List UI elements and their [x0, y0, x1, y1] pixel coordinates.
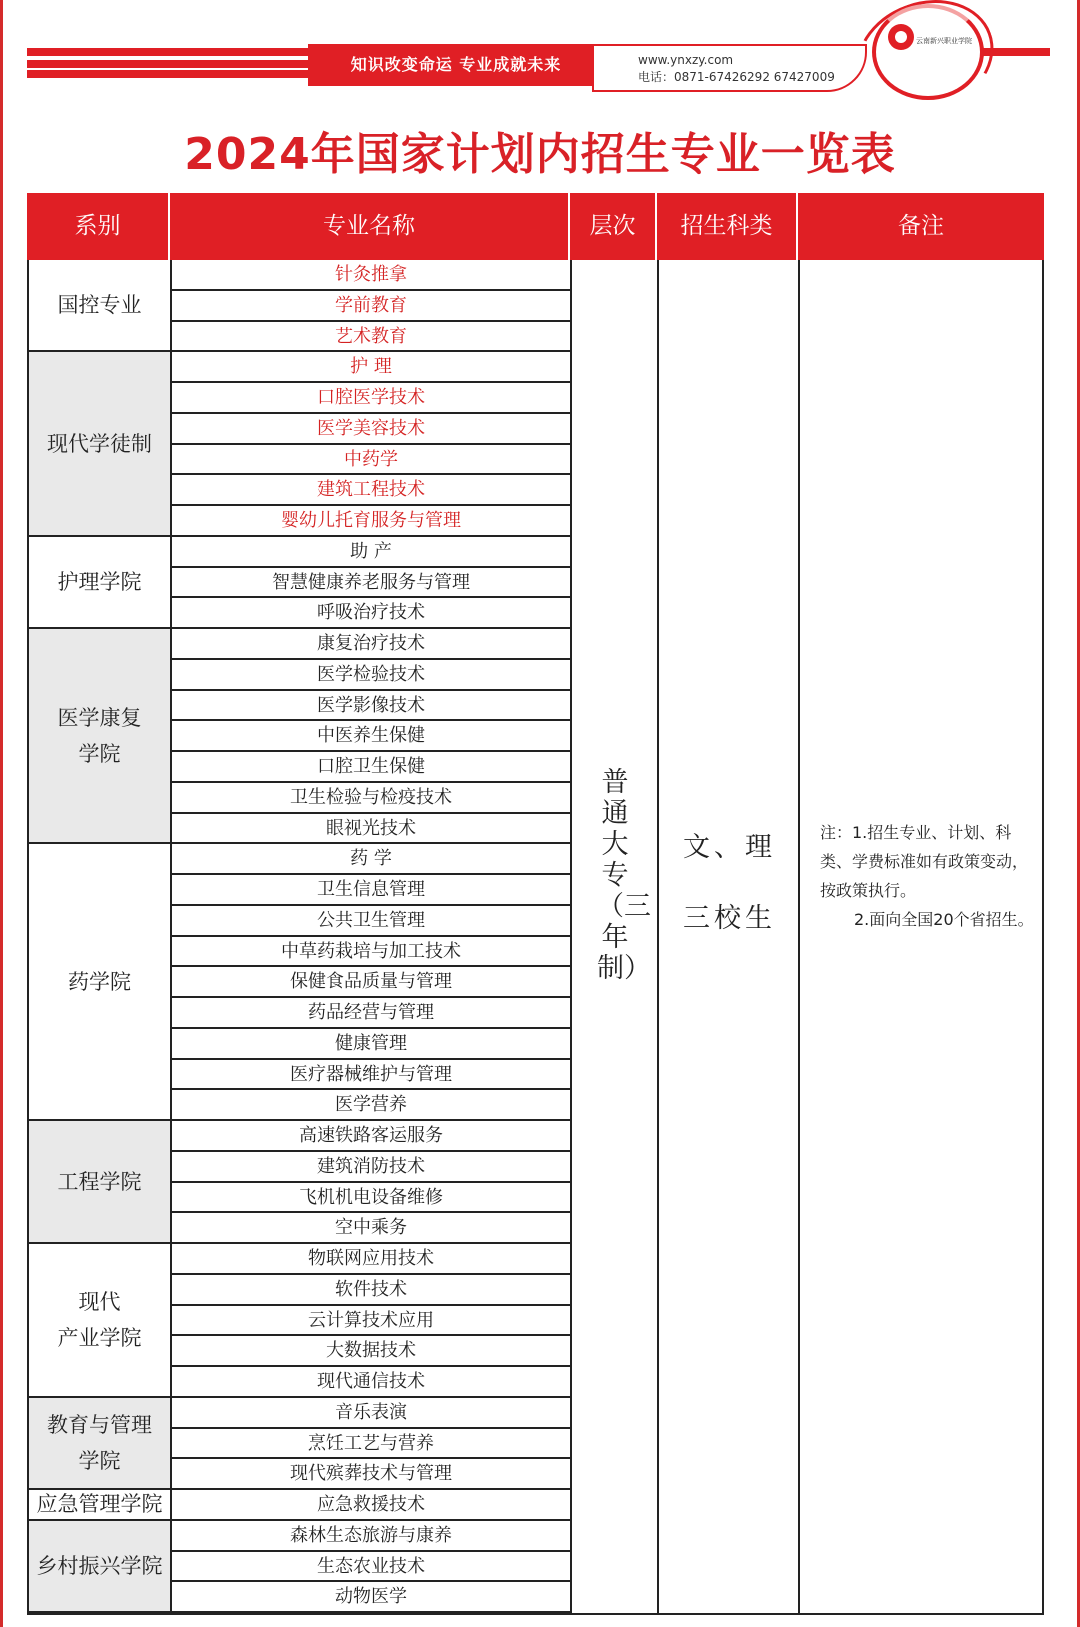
major-cell: 康复治疗技术 [172, 629, 572, 660]
major-cell: 药品经营与管理 [172, 998, 572, 1029]
header-stripe [27, 60, 312, 68]
major-cell: 口腔卫生保健 [172, 752, 572, 783]
major-cell: 生态农业技术 [172, 1552, 572, 1583]
department-cell: 工程学院 [29, 1121, 172, 1244]
note-text [820, 818, 1035, 934]
major-cell: 婴幼儿托育服务与管理 [172, 506, 572, 537]
major-cell: 智慧健康养老服务与管理 [172, 568, 572, 599]
major-cell: 建筑工程技术 [172, 475, 572, 506]
header-major: 专业名称 [170, 193, 570, 260]
major-cell: 助 产 [172, 537, 572, 568]
major-cell: 中药学 [172, 445, 572, 476]
category-column [659, 260, 800, 1613]
major-cell: 口腔医学技术 [172, 383, 572, 414]
major-cell: 保健食品质量与管理 [172, 967, 572, 998]
note-line-2: 2.面向全国20个省招生。 [854, 910, 1034, 929]
major-cell: 飞机机电设备维修 [172, 1183, 572, 1214]
phone-text: 电话：0871-67426292 67427009 [638, 70, 835, 84]
major-cell: 森林生态旅游与康养 [172, 1521, 572, 1552]
major-cell: 大数据技术 [172, 1336, 572, 1367]
major-cell: 护 理 [172, 352, 572, 383]
note-column [800, 260, 1044, 1613]
major-cell: 音乐表演 [172, 1398, 572, 1429]
note-line-1: 注：1.招生专业、计划、科类、学费标准如有政策变动，按政策执行。 [820, 823, 1029, 900]
page-title: 2024年国家计划内招生专业一览表 [184, 129, 896, 180]
department-cell: 教育与管理 学院 [29, 1398, 172, 1490]
department-cell: 乡村振兴学院 [29, 1521, 172, 1613]
major-cell: 学前教育 [172, 291, 572, 322]
major-cell: 动物医学 [172, 1582, 572, 1613]
major-cell: 烹饪工艺与营养 [172, 1429, 572, 1460]
table-header [27, 193, 1044, 260]
website-text: www.ynxzy.com [638, 53, 734, 67]
major-cell: 卫生信息管理 [172, 875, 572, 906]
major-cell: 眼视光技术 [172, 814, 572, 845]
major-cell: 医学检验技术 [172, 660, 572, 691]
department-cell: 国控专业 [29, 260, 172, 352]
header-note: 备注 [898, 213, 944, 239]
header-stripe [27, 70, 317, 78]
table-body [27, 260, 1044, 1615]
major-cell: 中医养生保健 [172, 721, 572, 752]
major-cell: 针灸推拿 [172, 260, 572, 291]
major-cell: 呼吸治疗技术 [172, 598, 572, 629]
category-secondary: 三校生 [683, 903, 776, 934]
major-cell: 建筑消防技术 [172, 1152, 572, 1183]
department-cell: 应急管理学院 [29, 1490, 172, 1521]
major-cell: 现代殡葬技术与管理 [172, 1459, 572, 1490]
contact-info [592, 44, 867, 92]
department-cell: 护理学院 [29, 537, 172, 629]
major-cell: 现代通信技术 [172, 1367, 572, 1398]
header-category: 招生科类 [657, 193, 798, 260]
department-cell: 现代学徒制 [29, 352, 172, 537]
major-cell: 医学营养 [172, 1090, 572, 1121]
department-cell: 医学康复 学院 [29, 629, 172, 844]
major-cell: 医疗器械维护与管理 [172, 1060, 572, 1091]
major-cell: 软件技术 [172, 1275, 572, 1306]
level-text: 普通大专（三年制） [597, 767, 651, 984]
header-department: 系别 [27, 193, 170, 260]
major-cell: 应急救援技术 [172, 1490, 572, 1521]
category-primary: 文、理 [683, 832, 776, 863]
major-cell: 医学美容技术 [172, 414, 572, 445]
major-cell: 药 学 [172, 844, 572, 875]
major-cell: 云计算技术应用 [172, 1306, 572, 1337]
major-cell: 医学影像技术 [172, 691, 572, 722]
major-cell: 高速铁路客运服务 [172, 1121, 572, 1152]
header-level: 层次 [570, 193, 657, 260]
major-cell: 健康管理 [172, 1029, 572, 1060]
department-cell: 现代 产业学院 [29, 1244, 172, 1398]
logo-text: 云南新兴职业学院 [916, 37, 972, 45]
major-cell: 物联网应用技术 [172, 1244, 572, 1275]
department-cell: 药学院 [29, 844, 172, 1121]
level-column [572, 260, 659, 1613]
major-cell: 中草药栽培与加工技术 [172, 937, 572, 968]
header-stripe [27, 48, 312, 56]
major-cell: 艺术教育 [172, 322, 572, 353]
slogan-banner: 知识改变命运 专业成就未来 [308, 44, 604, 86]
logo-emblem-icon [888, 24, 914, 50]
major-cell: 公共卫生管理 [172, 906, 572, 937]
major-cell: 卫生检验与检疫技术 [172, 783, 572, 814]
college-logo [872, 4, 984, 100]
major-cell: 空中乘务 [172, 1213, 572, 1244]
